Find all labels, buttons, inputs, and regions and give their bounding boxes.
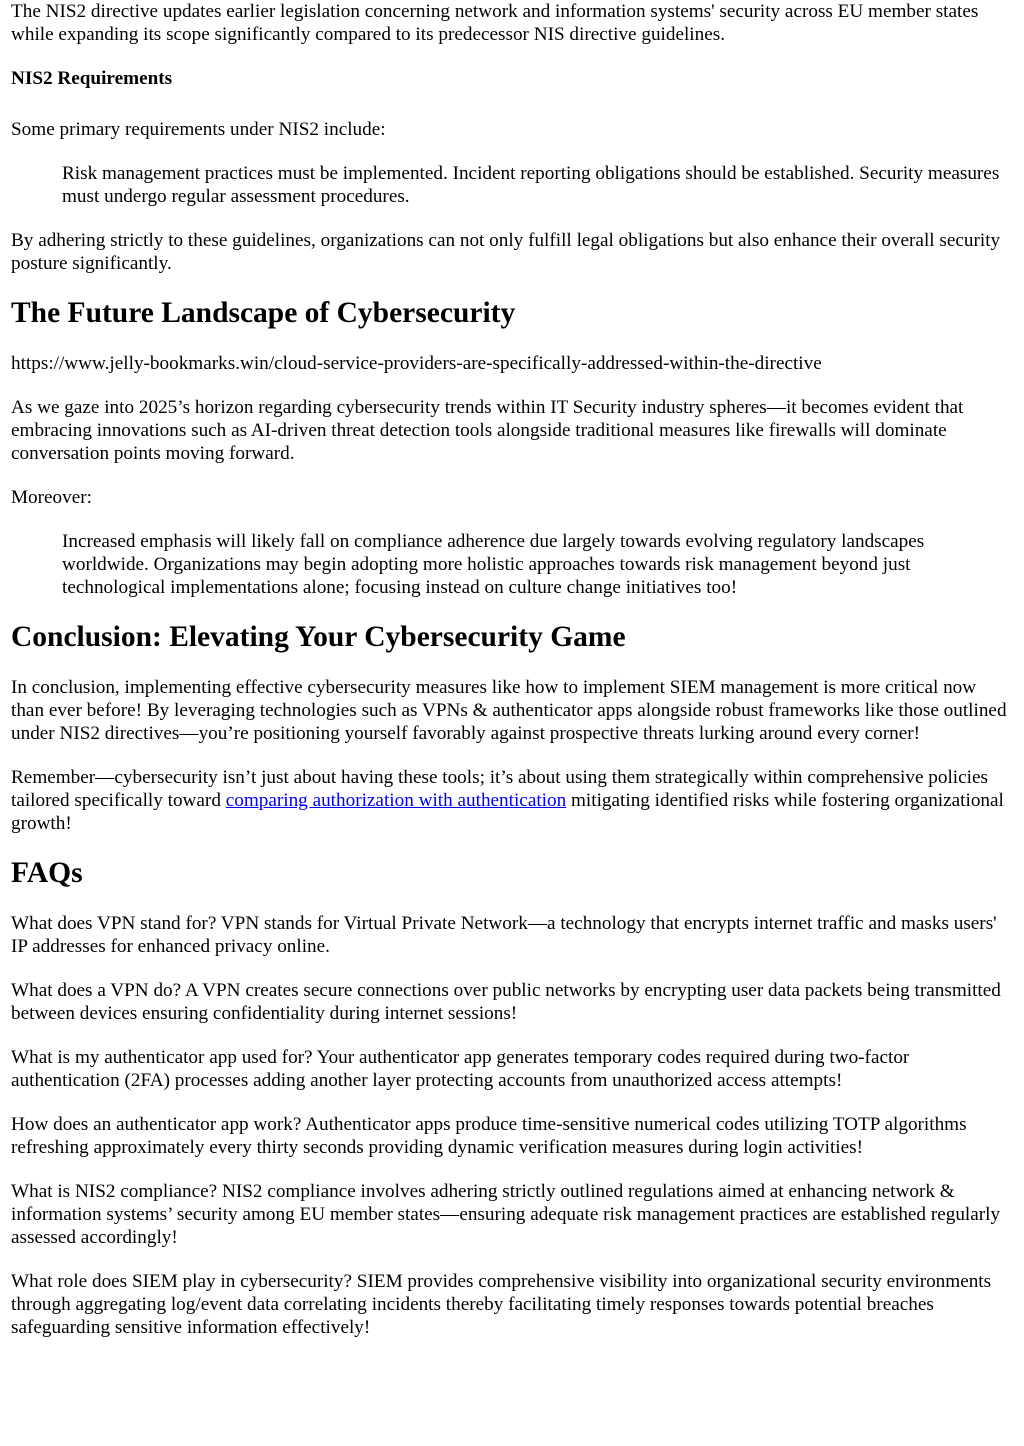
faq-item: What does VPN stand for? VPN stands for Virtual Private Network—a technology that encrypts internet traffic and masks users' IP addresses for enhanced privacy online.	[11, 913, 997, 957]
requirements-quote: Risk management practices must be implemented. Incident reporting obligations should be established. Security measures must undergo regular assessment procedures.	[62, 163, 1000, 207]
future-quote: Increased emphasis will likely fall on compliance adherence due largely towards evolving regulatory landscapes worldwide. Organizations may begin adopting more holistic approaches towards risk management beyond just technological implementations alone; focusing instead on culture change initiatives too!	[62, 531, 925, 598]
future-heading: The Future Landscape of Cybersecurity	[11, 297, 516, 329]
authorization-vs-authentication-link[interactable]: comparing authorization with authentication	[225, 790, 567, 811]
moreover-paragraph: Moreover:	[11, 487, 92, 508]
future-paragraph: As we gaze into 2025’s horizon regarding cybersecurity trends within IT Security industry spheres—it becomes evident that embracing innovations such as AI-driven threat detection tools alongside traditional measures like firewalls will dominate conversation points moving forward.	[11, 397, 964, 464]
requirements-heading: NIS2 Requirements	[11, 68, 173, 89]
future-url-text: https://www.jelly-bookmarks.win/cloud-service-providers-are-specifically-addressed-within-the-directive	[11, 353, 822, 374]
requirements-closing: By adhering strictly to these guidelines, organizations can not only fulfill legal obligations but also enhance their overall security posture significantly.	[11, 230, 1001, 274]
conclusion-text-after: mitigating identified risks while fostering organizational growth!	[11, 790, 1004, 834]
conclusion-text-before: Remember—cybersecurity isn’t just about having these tools; it’s about using them strategically within comprehensive policies tailored specifically toward	[11, 767, 988, 811]
conclusion-heading: Conclusion: Elevating Your Cybersecurity Game	[11, 621, 626, 653]
faq-item: What role does SIEM play in cybersecurity? SIEM provides comprehensive visibility into organizational security environments through aggregating log/event data correlating incidents thereby facilitating timely responses towards potential breaches safeguarding sensitive information effectively!	[11, 1271, 992, 1338]
faq-item: What is my authenticator app used for? Your authenticator app generates temporary codes required during two-factor authentication (2FA) processes adding another layer protecting accounts from unauthorized access attempts!	[11, 1047, 910, 1091]
intro-paragraph: The NIS2 directive updates earlier legislation concerning network and information systems' security across EU member states while expanding its scope significantly compared to its predecessor NIS directive guidelines.	[11, 1, 979, 45]
faq-item: How does an authenticator app work? Authenticator apps produce time-sensitive numerical codes utilizing TOTP algorithms refreshing approximately every thirty seconds providing dynamic verification measures during login activities!	[11, 1114, 967, 1158]
conclusion-paragraph: In conclusion, implementing effective cybersecurity measures like how to implement SIEM management is more critical now than ever before! By leveraging technologies such as VPNs & authenticator apps alongside robust frameworks like those outlined under NIS2 directives—you’re positioning yourself favorably against prospective threats lurking around every corner!	[11, 677, 1007, 744]
faq-item: What is NIS2 compliance? NIS2 compliance involves adhering strictly outlined regulations aimed at enhancing network & information systems’ security among EU member states—ensuring adequate risk management practices are established regularly assessed accordingly!	[11, 1181, 1001, 1248]
faq-item: What does a VPN do? A VPN creates secure connections over public networks by encrypting user data packets being transmitted between devices ensuring confidentiality during internet sessions!	[11, 980, 1001, 1024]
requirements-lead: Some primary requirements under NIS2 include:	[11, 119, 386, 140]
faqs-heading: FAQs	[11, 857, 83, 889]
conclusion-link-paragraph	[11, 766, 1013, 835]
